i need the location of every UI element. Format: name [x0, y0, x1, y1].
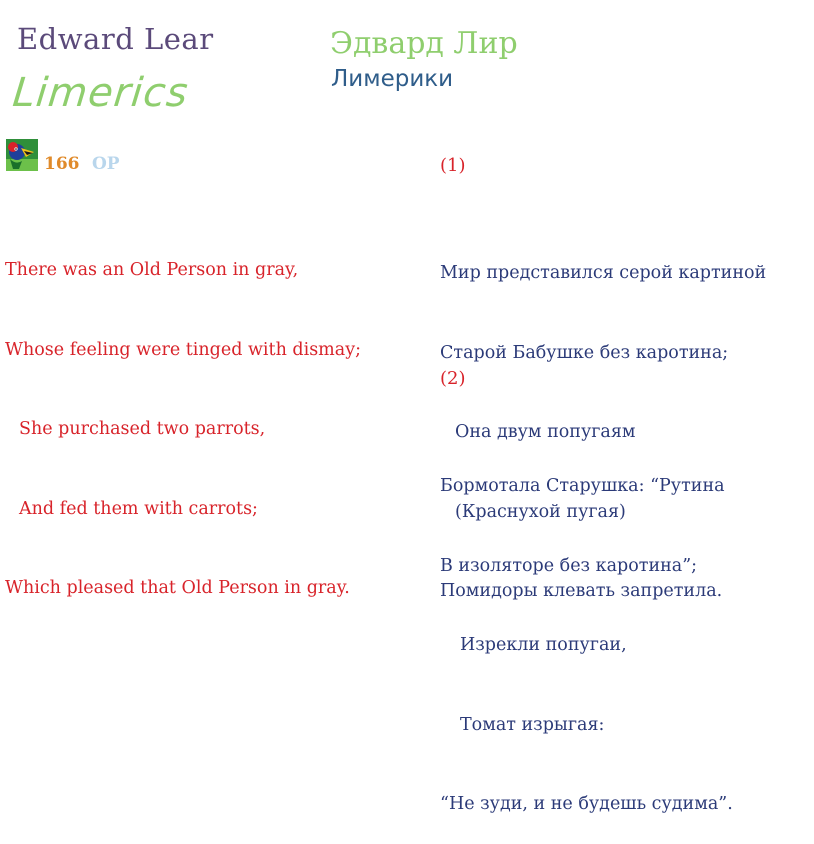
collection-title-ru: Лимерики: [331, 66, 454, 92]
poem-line: Старой Бабушке без каротина;: [440, 342, 729, 363]
poem-line: Which pleased that Old Person in gray.: [5, 578, 350, 598]
author-name-en: Edward Lear: [17, 22, 214, 56]
poem-line: Изрекли попугаи,: [460, 635, 627, 655]
poem-line: Бормотала Старушка: “Рутина: [440, 476, 725, 496]
parrot-bird-icon: [6, 139, 38, 171]
poem-line: Она двум попугаям: [455, 422, 636, 442]
limerick-number: 166: [44, 154, 80, 174]
poem-line: “Не зуди, и не будешь судима”.: [440, 794, 733, 814]
poem-line: Мир представился серой картиной: [440, 263, 767, 283]
translation-marker-1: (1): [440, 155, 466, 176]
poem-line: В изоляторе без каротина”;: [440, 555, 698, 576]
limerick-code: OP: [92, 154, 120, 174]
author-name-ru: Эдвард Лир: [330, 26, 518, 61]
poem-original: [5, 204, 361, 628]
collection-title-en: Limerics: [10, 70, 191, 116]
poem-line: Помидоры клевать запретила.: [440, 581, 723, 601]
poem-line: And fed them with carrots;: [19, 498, 258, 519]
translation-marker-2: (2): [440, 368, 466, 389]
poem-line: There was an Old Person in gray,: [5, 260, 299, 280]
poem-line: (Краснухой пугая): [455, 501, 626, 522]
poem-line: She purchased two parrots,: [19, 419, 266, 439]
poem-line: Whose feeling were tinged with dismay;: [5, 339, 361, 360]
translation-2: [440, 420, 733, 844]
poem-line: Томат изрыгая:: [460, 714, 605, 735]
